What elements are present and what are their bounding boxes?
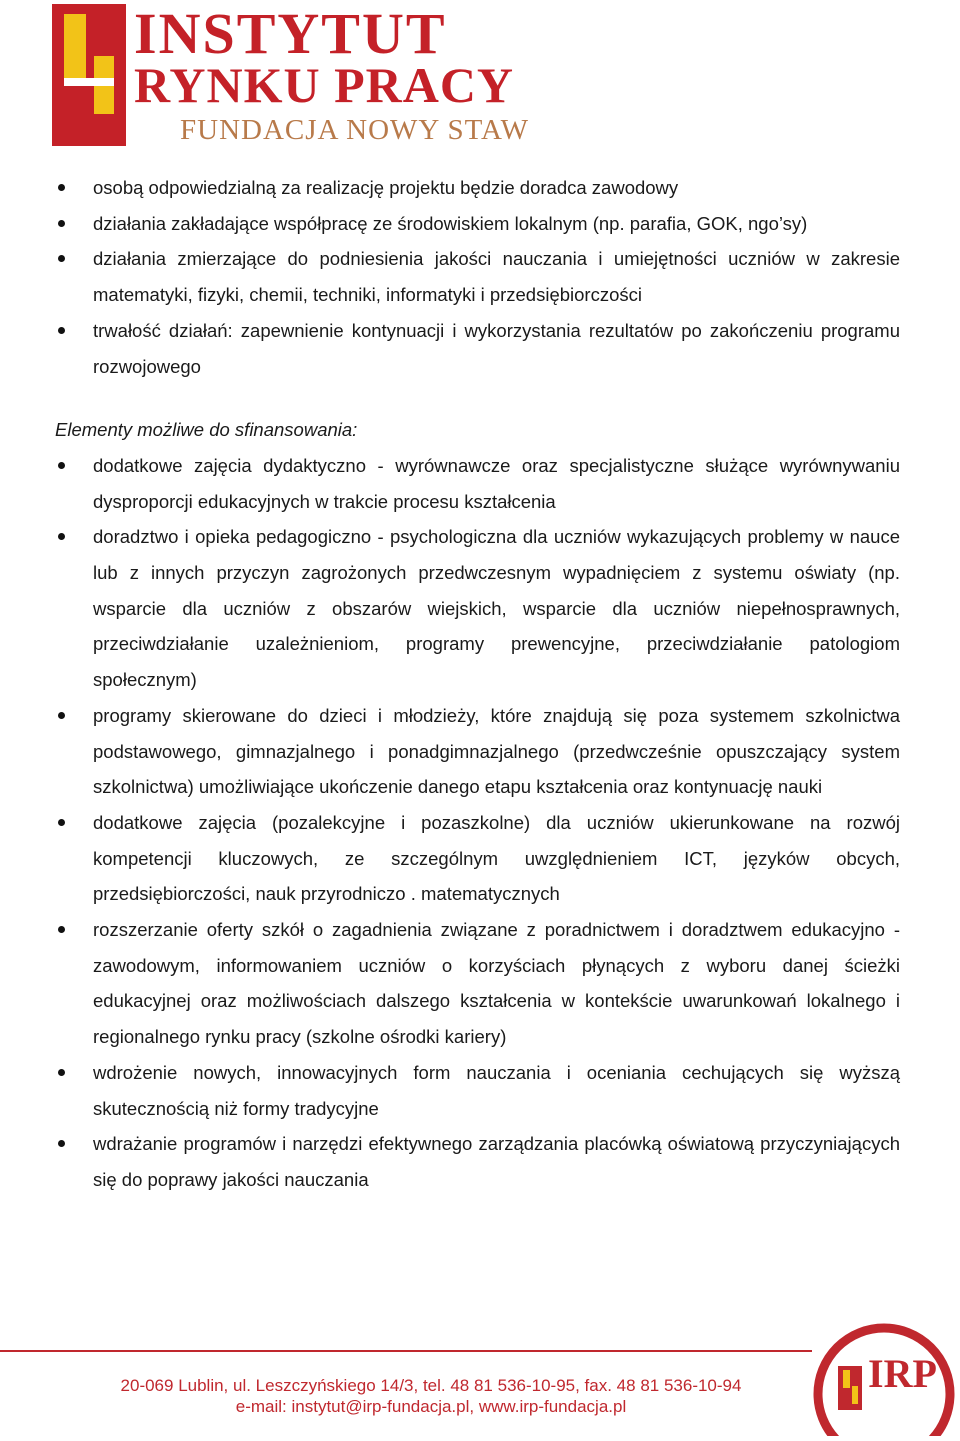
logo-title-line1: INSTYTUT <box>134 1 447 66</box>
footer-divider <box>0 1350 812 1352</box>
irp-badge <box>808 1316 958 1436</box>
list-item: działania zmierzające do podniesienia jakości nauczania i umiejętności uczniów w zakresie matematyki, fizyki, chemii, techniki, informatyki i przedsiębiorczości <box>55 241 900 312</box>
list-item: programy skierowane do dzieci i młodzieży, które znajdują się poza systemem szkolnictwa podstawowego, gimnazjalnego i ponadgimnazjalnego (przedwcześnie opuszczający system szkolnictwa) umożliwiające ukończenie danego etapu kształcenia oraz kontynuację nauki <box>55 698 900 805</box>
badge-label: IRP <box>868 1351 937 1396</box>
footer-address: 20-069 Lublin, ul. Leszczyńskiego 14/3, tel. 48 81 536-10-95, fax. 48 81 536-10-94 <box>120 1376 742 1395</box>
list-item: rozszerzanie oferty szkół o zagadnienia związane z poradnictwem i doradztwem edukacyjno - zawodowym, informowaniem uczniów o korzyściach płynących z wyboru danej ścieżki edukacyjnej oraz możliwościach dalszego kształcenia w kontekście uwarunkowań lokalnego i regionalnego rynku pracy (szkolne ośrodki kariery) <box>55 912 900 1055</box>
document-body <box>55 170 900 1198</box>
footer-email-web: e-mail: instytut@irp-fundacja.pl, www.irp-fundacja.pl <box>235 1397 627 1416</box>
logo-subtitle: FUNDACJA NOWY STAW <box>180 114 530 146</box>
list-item: trwałość działań: zapewnienie kontynuacji i wykorzystania rezultatów po zakończeniu programu rozwojowego <box>55 313 900 384</box>
list-item: osobą odpowiedzialną za realizację projektu będzie doradca zawodowy <box>55 170 900 206</box>
list-item: doradztwo i opieka pedagogiczno - psychologiczna dla uczniów wykazujących problemy w nauce lub z innych przyczyn zagrożonych przedwczesnym wypadnięciem z systemu oświaty (np. wsparcie dla uczniów z obszarów wiejskich, wsparcie dla uczniów niepełnosprawnych, przeciwdziałanie uzależnieniom, programy prewencyjne, przeciwdziałanie patologiom społecznym) <box>55 519 900 698</box>
project-criteria-list <box>55 170 900 384</box>
header <box>52 0 572 150</box>
list-item: działania zakładające współpracę ze środowiskiem lokalnym (np. parafia, GOK, ngo’sy) <box>55 206 900 242</box>
logo-title-line2: RYNKU PRACY <box>134 57 515 113</box>
section-heading: Elementy możliwe do sfinansowania: <box>55 419 358 441</box>
fundable-elements-list <box>55 448 900 1198</box>
footer-contact <box>0 1375 862 1417</box>
list-item: dodatkowe zajęcia dydaktyczno - wyrównawcze oraz specjalistyczne służące wyrównywaniu dysproporcji edukacyjnych w trakcie procesu kształcenia <box>55 448 900 519</box>
list-item: wdrożenie nowych, innowacyjnych form nauczania i oceniania cechujących się wyższą skutecznością niż formy tradycyjne <box>55 1055 900 1126</box>
list-item: dodatkowe zajęcia (pozalekcyjne i pozaszkolne) dla uczniów ukierunkowane na rozwój kompetencji kluczowych, ze szczególnym uwzględnieniem ICT, języków obcych, przedsiębiorczości, nauk przyrodniczo . matematycznych <box>55 805 900 912</box>
list-item: wdrażanie programów i narzędzi efektywnego zarządzania placówką oświatową przyczyniających się do poprawy jakości nauczania <box>55 1126 900 1197</box>
logo-mark-icon <box>52 4 126 146</box>
